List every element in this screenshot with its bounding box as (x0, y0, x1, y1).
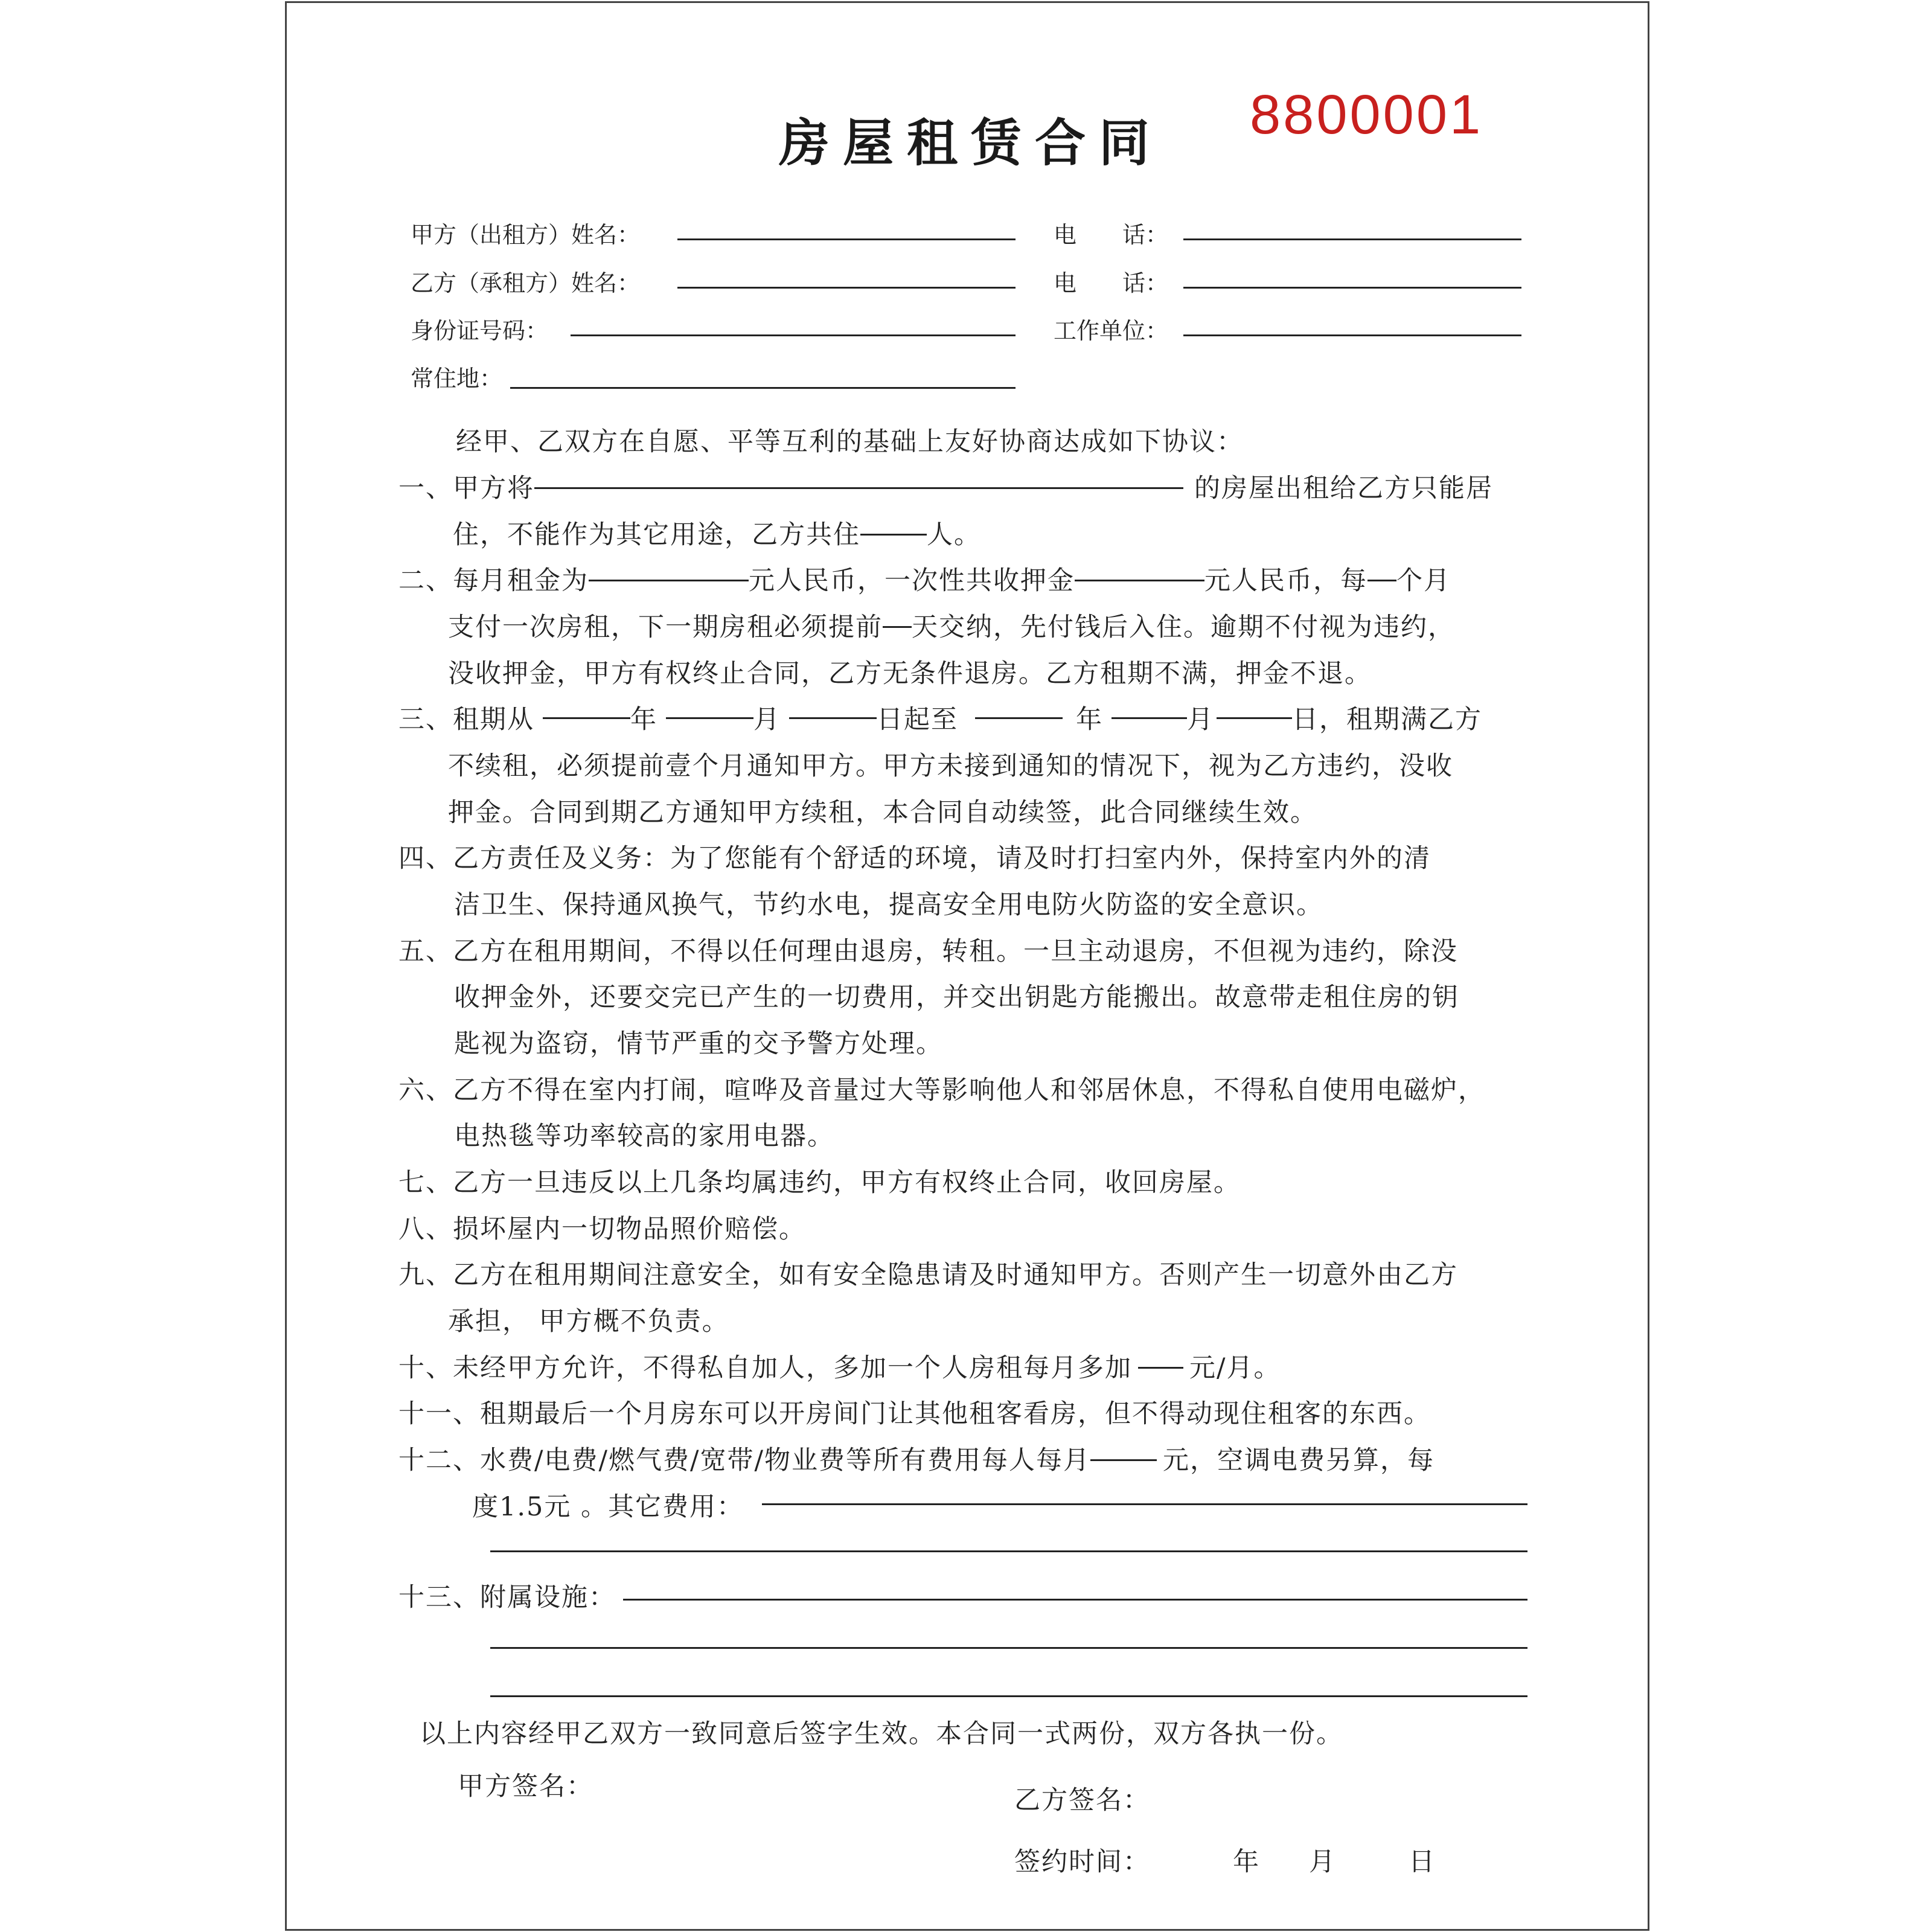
facilities-field-1[interactable] (623, 1599, 1527, 1601)
clause-12-line-2: 度1.5元 。其它费用： (472, 1492, 744, 1522)
clause-5-line-2: 收押金外，还要交完已产生的一切费用，并交出钥匙方能搬出。故意带走租住房的钥 (454, 982, 1459, 1012)
signing-day-label: 日 (1409, 1847, 1436, 1877)
utilities-fee-blank[interactable] (1090, 1459, 1157, 1461)
party-b-phone-label: 电 话： (1054, 270, 1169, 296)
clause-7: 七、乙方一旦违反以上几条均属违约，甲方有权终止合同，收回房屋。 (398, 1168, 1241, 1198)
clause-1-occupants-blank[interactable] (860, 534, 927, 536)
clause-3-line-3: 押金。合同到期乙方通知甲方续租，本合同自动续签，此合同继续生效。 (448, 798, 1317, 828)
start-day-label: 日起至 (877, 705, 958, 735)
party-b-name-field[interactable] (677, 287, 1016, 289)
start-month-label: 月 (753, 705, 781, 735)
party-b-signature-label: 乙方签名： (1014, 1785, 1150, 1815)
clause-10-text: 十、未经甲方允许，不得私自加人，多加一个人房租每月多加 (398, 1353, 1132, 1383)
clause-2-text-b: 天交纳，先付钱后入住。逾期不付视为违约， (912, 612, 1455, 642)
serial-number: 8800001 (1250, 84, 1483, 146)
end-year-label: 年 (1076, 705, 1103, 735)
end-day-blank[interactable] (1217, 717, 1292, 719)
party-b-phone-field[interactable] (1183, 287, 1521, 289)
start-day-blank[interactable] (789, 717, 877, 719)
clause-8: 八、损坏屋内一切物品照价赔偿。 (398, 1214, 806, 1244)
residence-label: 常住地： (411, 365, 503, 392)
clause-6-line-1: 六、乙方不得在室内打闹，喧哗及音量过大等影响他人和邻居休息，不得私自使用电磁炉， (398, 1075, 1485, 1105)
party-b-name-label: 乙方（承租方）姓名： (411, 270, 641, 296)
end-month-blank[interactable] (1112, 717, 1187, 719)
clause-6-line-2: 电热毯等功率较高的家用电器。 (454, 1121, 834, 1151)
clause-5-line-3: 匙视为盗窃，情节严重的交予警方处理。 (454, 1029, 943, 1059)
rent-blank[interactable] (589, 580, 749, 581)
clause-2-period-text: 元人民币，每 (1204, 566, 1367, 596)
clause-2-line-3: 没收押金，甲方有权终止合同，乙方无条件退房。乙方租期不满，押金不退。 (448, 659, 1372, 689)
signing-month-label: 月 (1309, 1847, 1336, 1877)
clause-1-line-1 (398, 468, 1493, 505)
advance-days-blank[interactable] (883, 626, 912, 628)
residence-field[interactable] (510, 387, 1016, 389)
closing-text: 以上内容经甲乙双方一致同意后签字生效。本合同一式两份，双方各执一份。 (420, 1719, 1343, 1749)
clause-9-line-2: 承担， 甲方概不负责。 (448, 1307, 729, 1337)
period-months-blank[interactable] (1367, 580, 1396, 581)
document-title: 房屋租赁合同 (779, 113, 1163, 173)
clause-13: 十三、附属设施： (398, 1582, 616, 1613)
signing-date-label: 签约时间： (1014, 1847, 1150, 1877)
clause-3-line-2: 不续租，必须提前壹个月通知甲方。甲方未接到通知的情况下，视为乙方违约，没收 (448, 751, 1453, 781)
clause-10 (398, 1348, 1281, 1384)
clause-4-line-1: 四、乙方责任及义务：为了您能有个舒适的环境，请及时打扫室内外，保持室内外的清 (398, 843, 1431, 874)
end-year-blank[interactable] (975, 717, 1063, 719)
signing-year-label: 年 (1233, 1847, 1260, 1877)
clause-1-text: 住，不能作为其它用途，乙方共住 (453, 520, 860, 550)
intro-text: 经甲、乙双方在自愿、平等互利的基础上友好协商达成如下协议： (456, 427, 1244, 457)
id-number-field[interactable] (571, 334, 1016, 336)
clause-1-end: 人。 (927, 520, 981, 550)
clause-9-line-1: 九、乙方在租用期间注意安全，如有安全隐患请及时通知甲方。否则产生一切意外由乙方 (398, 1260, 1458, 1290)
clause-11: 十一、租期最后一个月房东可以开房间门让其他租客看房，但不得动现住租客的东西。 (398, 1399, 1431, 1429)
start-year-blank[interactable] (543, 717, 630, 719)
party-a-name-field[interactable] (677, 238, 1016, 240)
clause-10-unit: 元/月。 (1189, 1353, 1281, 1383)
clause-2-deposit-text: 元人民币，一次性共收押金 (749, 566, 1075, 596)
id-number-label: 身份证号码： (411, 318, 549, 344)
clause-12-tail: 元，空调电费另算，每 (1162, 1445, 1435, 1476)
start-year-label: 年 (630, 705, 657, 735)
extra-person-fee-blank[interactable] (1138, 1367, 1183, 1369)
clause-5-line-1: 五、乙方在租用期间，不得以任何理由退房，转租。一旦主动退房，不但视为违约，除没 (398, 936, 1458, 967)
party-a-signature-label: 甲方签名： (458, 1771, 593, 1802)
clause-1-lead: 一、甲方将 (398, 473, 534, 504)
clause-12-line-1 (398, 1440, 1435, 1477)
work-unit-field[interactable] (1183, 334, 1521, 336)
clause-4-line-2: 洁卫生、保持通风换气，节约水电，提高安全用电防火防盗的安全意识。 (454, 890, 1323, 920)
facilities-field-3[interactable] (490, 1695, 1527, 1697)
clause-2-line-1 (398, 560, 1451, 597)
end-day-label: 日，租期满乙方 (1292, 705, 1482, 735)
other-fees-field-1[interactable] (762, 1503, 1527, 1505)
party-a-name-label: 甲方（出租方）姓名： (411, 222, 641, 248)
clause-3-line-1 (398, 699, 1482, 736)
clause-1-address-blank[interactable] (534, 487, 1183, 489)
party-a-phone-field[interactable] (1183, 238, 1521, 240)
clause-2-month: 个月 (1396, 566, 1451, 596)
other-fees-field-2[interactable] (490, 1550, 1527, 1552)
clause-3-lead: 三、租期从 (398, 705, 534, 735)
clause-2-line-2 (448, 607, 1455, 644)
work-unit-label: 工作单位： (1054, 318, 1169, 344)
deposit-blank[interactable] (1075, 580, 1204, 581)
clause-1-tail: 的房屋出租给乙方只能居 (1194, 473, 1493, 504)
clause-12-text: 十二、水费/电费/燃气费/宽带/物业费等所有费用每人每月 (398, 1445, 1090, 1476)
clause-1-line-2 (453, 514, 981, 551)
end-month-label: 月 (1187, 705, 1214, 735)
facilities-field-2[interactable] (490, 1647, 1527, 1649)
party-a-phone-label: 电 话： (1054, 222, 1169, 248)
clause-2-lead: 二、每月租金为 (398, 566, 589, 596)
clause-2-text-a: 支付一次房租，下一期房租必须提前 (448, 612, 883, 642)
start-month-blank[interactable] (666, 717, 753, 719)
